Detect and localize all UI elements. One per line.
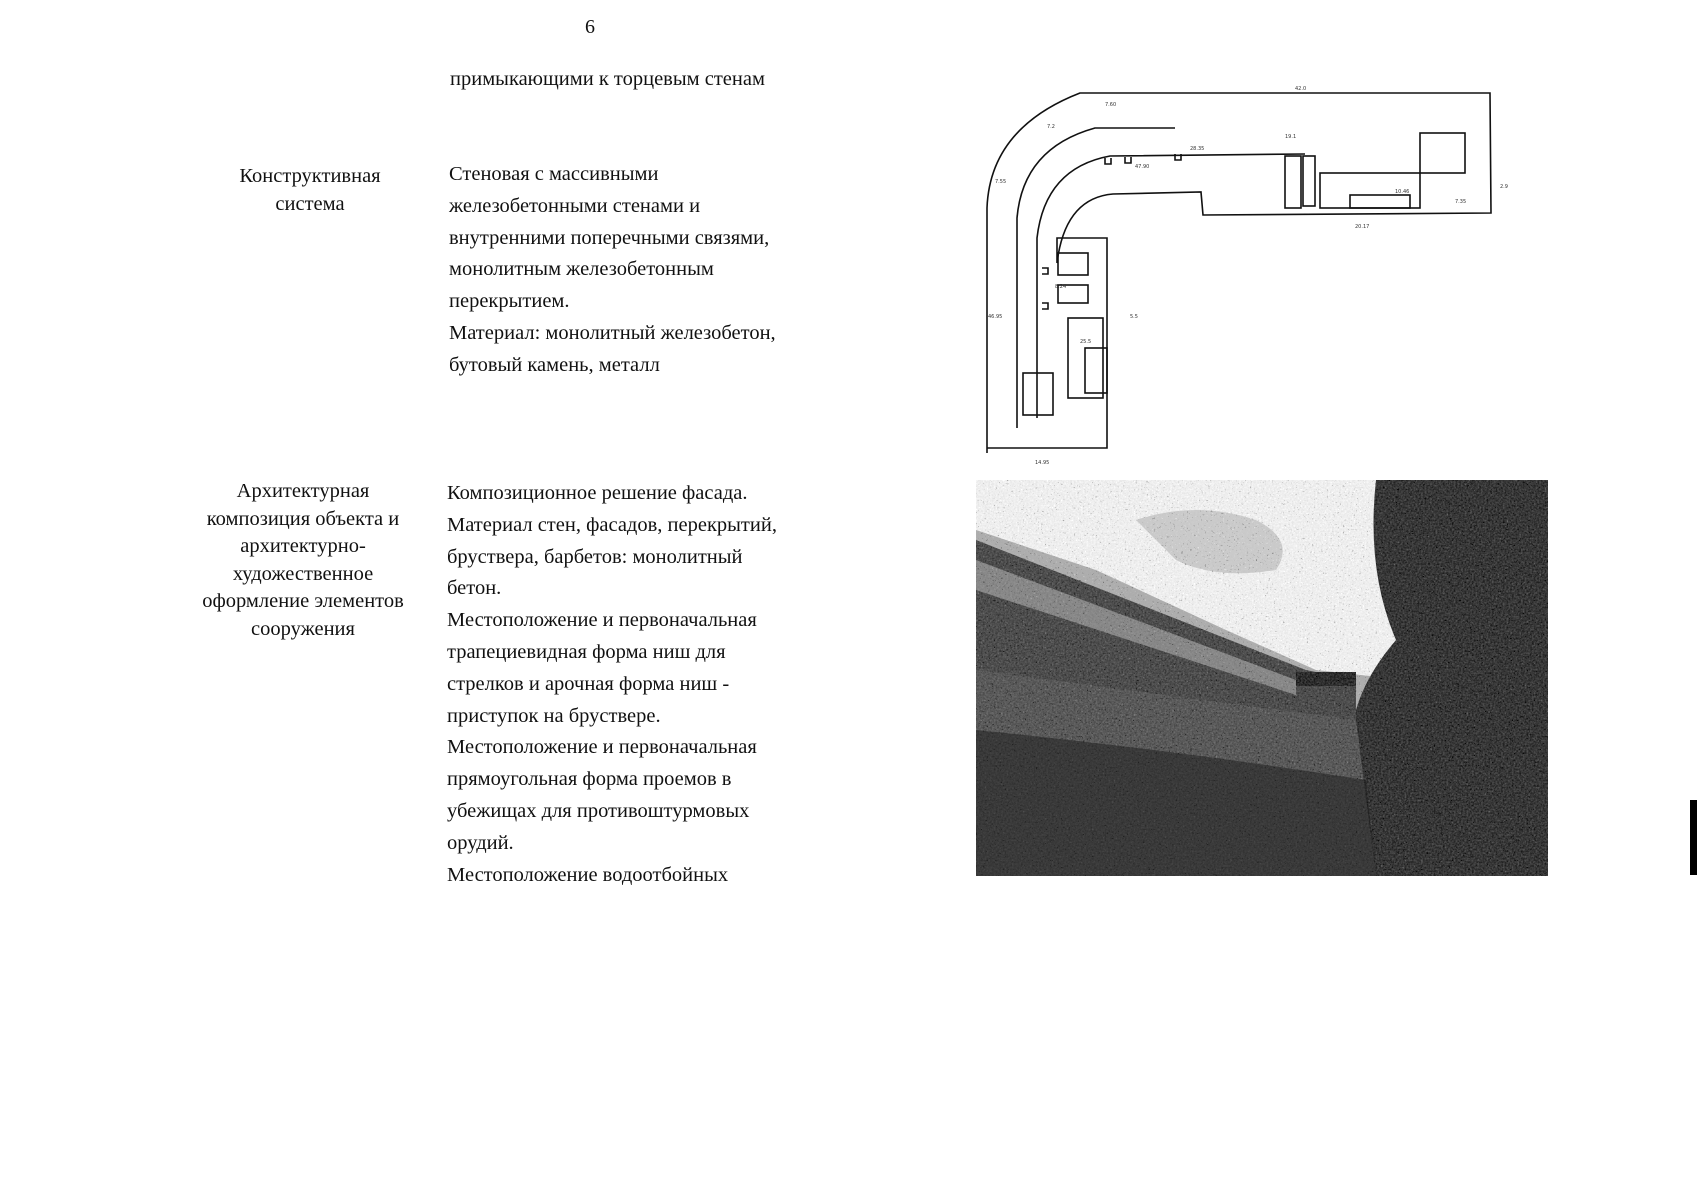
- text-line: Материал стен, фасадов, перекрытий,: [447, 513, 777, 536]
- text-line: стрелков и арочная форма ниш -: [447, 672, 730, 695]
- text-line: прямоугольная форма проемов в: [447, 768, 732, 791]
- svg-text:46.95: 46.95: [988, 314, 1003, 320]
- label-line: Конструктивная: [239, 165, 381, 187]
- svg-text:20.17: 20.17: [1355, 224, 1370, 230]
- text-line: Местоположение и первоначальная: [447, 736, 757, 759]
- label-line: художественное: [232, 562, 374, 585]
- page-number: 6: [585, 16, 595, 38]
- row-label-structural-system: [210, 163, 410, 218]
- scan-edge-mark: [1690, 800, 1697, 875]
- svg-text:19.1: 19.1: [1285, 134, 1297, 140]
- text-line: убежищах для противоштурмовых: [447, 799, 750, 822]
- label-line: оформление элементов: [202, 590, 404, 612]
- label-line: Архитектурная: [236, 480, 370, 502]
- text-line: бутовый камень, металл: [449, 353, 660, 376]
- row-text-structural-system: [449, 159, 776, 382]
- text-line: бруствера, барбетов: монолитный: [447, 545, 743, 568]
- label-line: архитектурно-: [240, 535, 366, 557]
- text-line: Стеновая с массивными: [449, 163, 659, 185]
- svg-text:7.35: 7.35: [1455, 199, 1467, 205]
- svg-text:7.55: 7.55: [995, 179, 1007, 185]
- svg-text:5.5: 5.5: [1130, 314, 1138, 320]
- text-line: бетон.: [447, 577, 502, 600]
- text-line: Материал: монолитный железобетон,: [449, 321, 776, 344]
- text-line: трапециевидная форма ниш для: [447, 640, 726, 663]
- text-line: перекрытием.: [449, 290, 570, 313]
- label-line: композиция объекта и: [206, 507, 400, 530]
- svg-text:8.24: 8.24: [1055, 284, 1067, 290]
- text-line: орудий.: [447, 831, 514, 854]
- svg-text:7.2: 7.2: [1047, 124, 1055, 130]
- text-line: Местоположение водоотбойных: [447, 863, 729, 886]
- continuation-text: примыкающими к торцевым стенам: [450, 68, 765, 90]
- svg-text:28.35: 28.35: [1190, 146, 1205, 152]
- text-line: приступок на бруствере.: [447, 704, 661, 727]
- svg-text:47.90: 47.90: [1135, 164, 1150, 170]
- fortification-photo: [976, 480, 1548, 876]
- svg-text:25.5: 25.5: [1080, 339, 1092, 345]
- text-line: монолитным железобетонным: [449, 258, 714, 281]
- svg-text:2.9: 2.9: [1500, 184, 1508, 190]
- row-text-architecture-clip: [440, 478, 860, 886]
- svg-text:10.46: 10.46: [1395, 189, 1410, 195]
- text-line: железобетонными стенами и: [449, 194, 701, 217]
- floor-plan-drawing: [985, 88, 1520, 468]
- svg-text:14.95: 14.95: [1035, 460, 1050, 466]
- label-line: сооружения: [251, 617, 355, 640]
- row-text-architecture: [447, 478, 777, 891]
- svg-text:42.0: 42.0: [1295, 86, 1307, 92]
- label-line: система: [275, 192, 345, 215]
- row-label-architecture: [172, 478, 434, 643]
- svg-text:7.60: 7.60: [1105, 102, 1117, 108]
- text-line: Местоположение и первоначальная: [447, 609, 757, 632]
- text-line: Композиционное решение фасада.: [447, 482, 748, 504]
- text-line: внутренними поперечными связями,: [449, 226, 770, 249]
